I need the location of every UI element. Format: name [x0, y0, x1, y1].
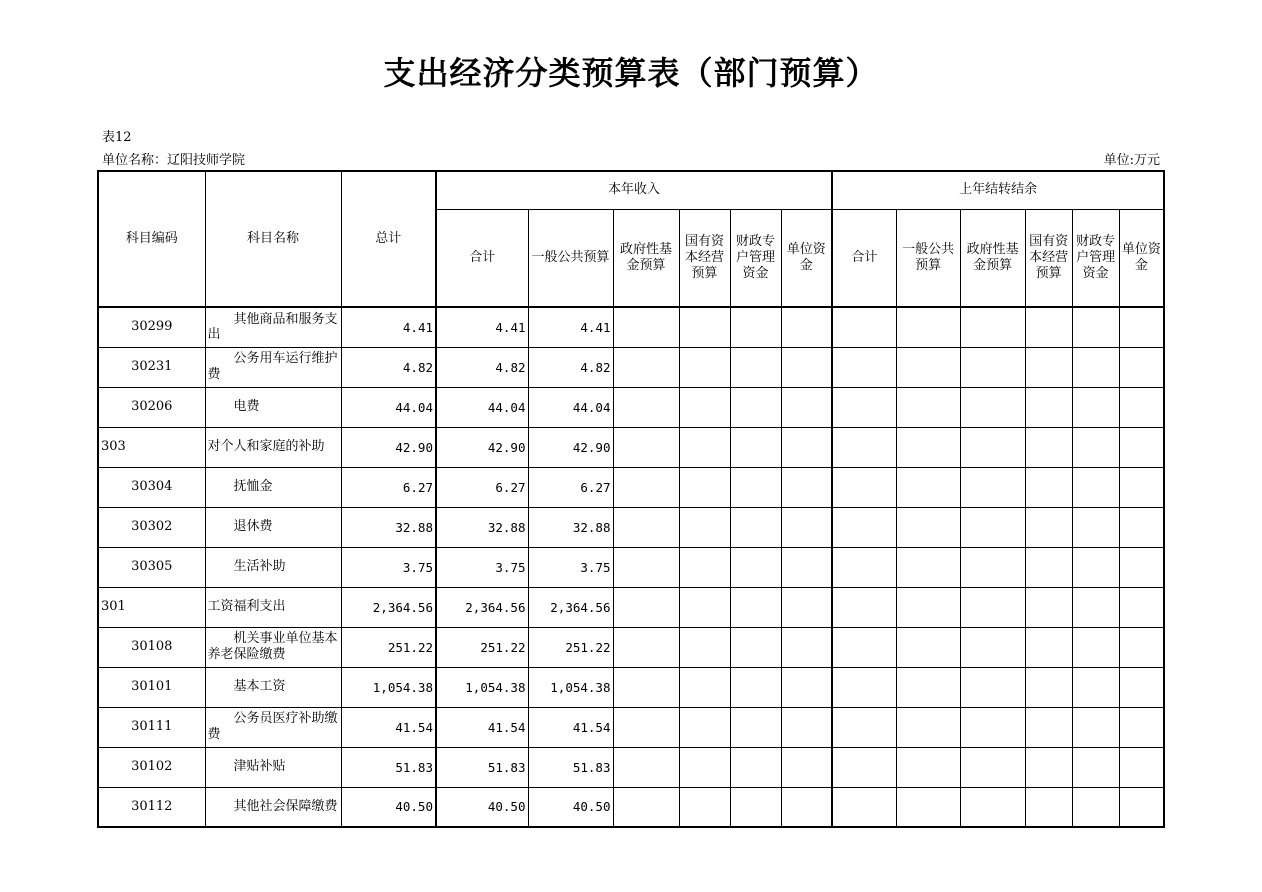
cell-carry-state-capital	[1025, 307, 1072, 347]
cell-current-fund	[613, 307, 679, 347]
table-row	[98, 507, 1164, 547]
header-current-sum: 合计	[436, 209, 528, 307]
cell-code: 30206	[98, 387, 205, 427]
cell-code: 30304	[98, 467, 205, 507]
cell-carry-state-capital	[1025, 507, 1072, 547]
cell-carry-general	[896, 347, 960, 387]
cell-current-sum: 2,364.56	[436, 587, 528, 627]
cell-code: 30108	[98, 627, 205, 667]
cell-carry-fund	[960, 427, 1025, 467]
cell-carry-fund	[960, 467, 1025, 507]
cell-carry-general	[896, 427, 960, 467]
cell-carry-state-capital	[1025, 747, 1072, 787]
cell-carry-sum	[832, 747, 896, 787]
cell-carry-sum	[832, 627, 896, 667]
cell-current-general: 32.88	[528, 507, 613, 547]
cell-current-fund	[613, 507, 679, 547]
cell-current-special-account	[730, 387, 781, 427]
cell-carry-fund	[960, 307, 1025, 347]
cell-current-sum: 6.27	[436, 467, 528, 507]
cell-current-special-account	[730, 427, 781, 467]
cell-name: 基本工资	[205, 667, 341, 707]
table-row	[98, 307, 1164, 347]
cell-total: 44.04	[341, 387, 436, 427]
cell-name: 公务用车运行维护费	[205, 347, 341, 387]
cell-current-fund	[613, 627, 679, 667]
cell-carry-state-capital	[1025, 787, 1072, 827]
cell-current-fund	[613, 747, 679, 787]
cell-current-state-capital	[679, 347, 730, 387]
cell-current-general: 42.90	[528, 427, 613, 467]
cell-name: 工资福利支出	[205, 587, 341, 627]
cell-carry-general	[896, 747, 960, 787]
cell-total: 2,364.56	[341, 587, 436, 627]
cell-current-sum: 251.22	[436, 627, 528, 667]
cell-current-fund	[613, 347, 679, 387]
cell-carry-fund	[960, 387, 1025, 427]
cell-current-special-account	[730, 347, 781, 387]
cell-current-unit-funds	[781, 747, 832, 787]
cell-current-sum: 41.54	[436, 707, 528, 747]
header-current-income: 本年收入	[436, 171, 832, 209]
cell-carry-fund	[960, 787, 1025, 827]
cell-carry-sum	[832, 667, 896, 707]
header-carry-state-capital: 国有资本经营预算	[1025, 209, 1072, 307]
cell-current-sum: 42.90	[436, 427, 528, 467]
cell-name: 电费	[205, 387, 341, 427]
cell-carry-special-account	[1072, 627, 1119, 667]
cell-total: 3.75	[341, 547, 436, 587]
cell-current-special-account	[730, 507, 781, 547]
cell-carry-unit-funds	[1119, 387, 1164, 427]
cell-current-sum: 32.88	[436, 507, 528, 547]
cell-code: 30231	[98, 347, 205, 387]
cell-carry-special-account	[1072, 427, 1119, 467]
cell-total: 32.88	[341, 507, 436, 547]
cell-carry-unit-funds	[1119, 587, 1164, 627]
cell-code: 303	[98, 427, 205, 467]
cell-current-special-account	[730, 307, 781, 347]
cell-carry-fund	[960, 547, 1025, 587]
cell-name: 津贴补贴	[205, 747, 341, 787]
cell-current-fund	[613, 787, 679, 827]
table-row	[98, 747, 1164, 787]
cell-carry-sum	[832, 307, 896, 347]
cell-carry-fund	[960, 347, 1025, 387]
cell-carry-unit-funds	[1119, 427, 1164, 467]
header-current-special-account: 财政专户管理资金	[730, 209, 781, 307]
cell-current-special-account	[730, 627, 781, 667]
cell-current-state-capital	[679, 667, 730, 707]
cell-total: 1,054.38	[341, 667, 436, 707]
header-carryover: 上年结转结余	[832, 171, 1164, 209]
cell-code: 30299	[98, 307, 205, 347]
cell-carry-special-account	[1072, 747, 1119, 787]
cell-current-fund	[613, 587, 679, 627]
cell-total: 40.50	[341, 787, 436, 827]
cell-carry-sum	[832, 507, 896, 547]
unit-name: 单位名称：辽阳技师学院	[102, 153, 246, 168]
cell-carry-state-capital	[1025, 587, 1072, 627]
cell-carry-fund	[960, 507, 1025, 547]
cell-code: 30111	[98, 707, 205, 747]
cell-total: 41.54	[341, 707, 436, 747]
cell-carry-state-capital	[1025, 547, 1072, 587]
header-carry-fund: 政府性基金预算	[960, 209, 1025, 307]
cell-code: 30305	[98, 547, 205, 587]
cell-carry-fund	[960, 747, 1025, 787]
table-row	[98, 667, 1164, 707]
cell-carry-general	[896, 307, 960, 347]
cell-name: 其他商品和服务支出	[205, 307, 341, 347]
cell-carry-state-capital	[1025, 707, 1072, 747]
cell-carry-special-account	[1072, 307, 1119, 347]
cell-carry-state-capital	[1025, 467, 1072, 507]
cell-carry-special-account	[1072, 547, 1119, 587]
cell-carry-unit-funds	[1119, 747, 1164, 787]
table-number: 表12	[102, 130, 132, 145]
cell-current-general: 44.04	[528, 387, 613, 427]
cell-current-state-capital	[679, 787, 730, 827]
header-current-state-capital: 国有资本经营预算	[679, 209, 730, 307]
cell-current-sum: 3.75	[436, 547, 528, 587]
cell-current-unit-funds	[781, 587, 832, 627]
budget-table	[97, 170, 1165, 828]
cell-carry-state-capital	[1025, 427, 1072, 467]
cell-carry-fund	[960, 707, 1025, 747]
cell-carry-general	[896, 627, 960, 667]
cell-current-sum: 40.50	[436, 787, 528, 827]
cell-current-unit-funds	[781, 387, 832, 427]
header-name: 科目名称	[205, 171, 341, 307]
cell-current-unit-funds	[781, 787, 832, 827]
cell-current-special-account	[730, 667, 781, 707]
cell-carry-general	[896, 467, 960, 507]
cell-current-fund	[613, 707, 679, 747]
cell-carry-state-capital	[1025, 387, 1072, 427]
cell-current-state-capital	[679, 747, 730, 787]
cell-current-sum: 1,054.38	[436, 667, 528, 707]
header-current-unit-funds: 单位资金	[781, 209, 832, 307]
cell-carry-special-account	[1072, 707, 1119, 747]
table-row	[98, 587, 1164, 627]
page-title: 支出经济分类预算表（部门预算）	[383, 54, 879, 92]
cell-current-unit-funds	[781, 427, 832, 467]
table-row	[98, 427, 1164, 467]
cell-carry-special-account	[1072, 667, 1119, 707]
cell-carry-state-capital	[1025, 627, 1072, 667]
cell-code: 30302	[98, 507, 205, 547]
cell-code: 30101	[98, 667, 205, 707]
cell-current-general: 3.75	[528, 547, 613, 587]
cell-carry-general	[896, 387, 960, 427]
cell-carry-sum	[832, 707, 896, 747]
table-header	[98, 171, 1164, 307]
cell-current-general: 251.22	[528, 627, 613, 667]
cell-current-sum: 44.04	[436, 387, 528, 427]
table-body	[98, 307, 1164, 827]
cell-carry-sum	[832, 347, 896, 387]
cell-current-general: 41.54	[528, 707, 613, 747]
cell-carry-special-account	[1072, 467, 1119, 507]
cell-code: 30112	[98, 787, 205, 827]
cell-carry-state-capital	[1025, 667, 1072, 707]
cell-carry-special-account	[1072, 347, 1119, 387]
cell-carry-unit-funds	[1119, 347, 1164, 387]
table-row	[98, 627, 1164, 667]
cell-current-unit-funds	[781, 467, 832, 507]
cell-total: 251.22	[341, 627, 436, 667]
cell-carry-general	[896, 507, 960, 547]
cell-carry-general	[896, 667, 960, 707]
cell-carry-sum	[832, 467, 896, 507]
cell-carry-sum	[832, 787, 896, 827]
cell-current-sum: 4.82	[436, 347, 528, 387]
cell-current-general: 1,054.38	[528, 667, 613, 707]
cell-total: 42.90	[341, 427, 436, 467]
cell-total: 4.41	[341, 307, 436, 347]
cell-current-unit-funds	[781, 707, 832, 747]
header-carry-unit-funds: 单位资金	[1119, 209, 1164, 307]
cell-current-special-account	[730, 707, 781, 747]
cell-current-fund	[613, 387, 679, 427]
cell-carry-special-account	[1072, 507, 1119, 547]
cell-current-unit-funds	[781, 547, 832, 587]
cell-name: 机关事业单位基本养老保险缴费	[205, 627, 341, 667]
table-row	[98, 387, 1164, 427]
cell-carry-sum	[832, 387, 896, 427]
cell-carry-unit-funds	[1119, 307, 1164, 347]
cell-current-fund	[613, 667, 679, 707]
cell-current-state-capital	[679, 507, 730, 547]
cell-total: 51.83	[341, 747, 436, 787]
cell-carry-state-capital	[1025, 347, 1072, 387]
cell-carry-fund	[960, 587, 1025, 627]
cell-current-unit-funds	[781, 507, 832, 547]
cell-code: 301	[98, 587, 205, 627]
header-carry-special-account: 财政专户管理资金	[1072, 209, 1119, 307]
cell-current-state-capital	[679, 467, 730, 507]
cell-current-special-account	[730, 467, 781, 507]
cell-carry-unit-funds	[1119, 787, 1164, 827]
header-current-fund: 政府性基金预算	[613, 209, 679, 307]
cell-carry-general	[896, 707, 960, 747]
cell-current-fund	[613, 547, 679, 587]
cell-carry-general	[896, 787, 960, 827]
cell-current-special-account	[730, 747, 781, 787]
cell-current-general: 40.50	[528, 787, 613, 827]
cell-name: 其他社会保障缴费	[205, 787, 341, 827]
cell-total: 4.82	[341, 347, 436, 387]
cell-carry-unit-funds	[1119, 707, 1164, 747]
cell-current-unit-funds	[781, 627, 832, 667]
cell-current-sum: 4.41	[436, 307, 528, 347]
header-carry-general: 一般公共预算	[896, 209, 960, 307]
header-code: 科目编码	[98, 171, 205, 307]
cell-name: 对个人和家庭的补助	[205, 427, 341, 467]
cell-current-special-account	[730, 787, 781, 827]
cell-name: 抚恤金	[205, 467, 341, 507]
cell-carry-general	[896, 547, 960, 587]
cell-carry-unit-funds	[1119, 667, 1164, 707]
cell-carry-general	[896, 587, 960, 627]
cell-code: 30102	[98, 747, 205, 787]
cell-carry-sum	[832, 587, 896, 627]
cell-current-general: 4.82	[528, 347, 613, 387]
cell-current-general: 6.27	[528, 467, 613, 507]
table-row	[98, 707, 1164, 747]
cell-current-state-capital	[679, 707, 730, 747]
cell-current-general: 2,364.56	[528, 587, 613, 627]
cell-current-special-account	[730, 547, 781, 587]
cell-name: 公务员医疗补助缴费	[205, 707, 341, 747]
cell-current-state-capital	[679, 547, 730, 587]
cell-current-sum: 51.83	[436, 747, 528, 787]
cell-carry-unit-funds	[1119, 507, 1164, 547]
cell-current-fund	[613, 427, 679, 467]
cell-carry-unit-funds	[1119, 547, 1164, 587]
cell-current-general: 51.83	[528, 747, 613, 787]
cell-current-general: 4.41	[528, 307, 613, 347]
table-row	[98, 347, 1164, 387]
table-row	[98, 547, 1164, 587]
cell-name: 生活补助	[205, 547, 341, 587]
cell-current-state-capital	[679, 387, 730, 427]
table-row	[98, 787, 1164, 827]
cell-current-unit-funds	[781, 307, 832, 347]
cell-current-unit-funds	[781, 667, 832, 707]
cell-carry-fund	[960, 627, 1025, 667]
cell-carry-special-account	[1072, 787, 1119, 827]
cell-current-state-capital	[679, 427, 730, 467]
cell-current-state-capital	[679, 587, 730, 627]
cell-carry-special-account	[1072, 587, 1119, 627]
cell-current-unit-funds	[781, 347, 832, 387]
cell-carry-unit-funds	[1119, 467, 1164, 507]
cell-current-fund	[613, 467, 679, 507]
header-carry-sum: 合计	[832, 209, 896, 307]
cell-current-special-account	[730, 587, 781, 627]
cell-name: 退休费	[205, 507, 341, 547]
cell-total: 6.27	[341, 467, 436, 507]
cell-carry-sum	[832, 427, 896, 467]
cell-carry-sum	[832, 547, 896, 587]
cell-current-state-capital	[679, 627, 730, 667]
cell-current-state-capital	[679, 307, 730, 347]
cell-carry-unit-funds	[1119, 627, 1164, 667]
header-current-general: 一般公共预算	[528, 209, 613, 307]
header-total: 总计	[341, 171, 436, 307]
table-row	[98, 467, 1164, 507]
cell-carry-special-account	[1072, 387, 1119, 427]
unit-measure: 单位:万元	[1103, 153, 1160, 168]
cell-carry-fund	[960, 667, 1025, 707]
